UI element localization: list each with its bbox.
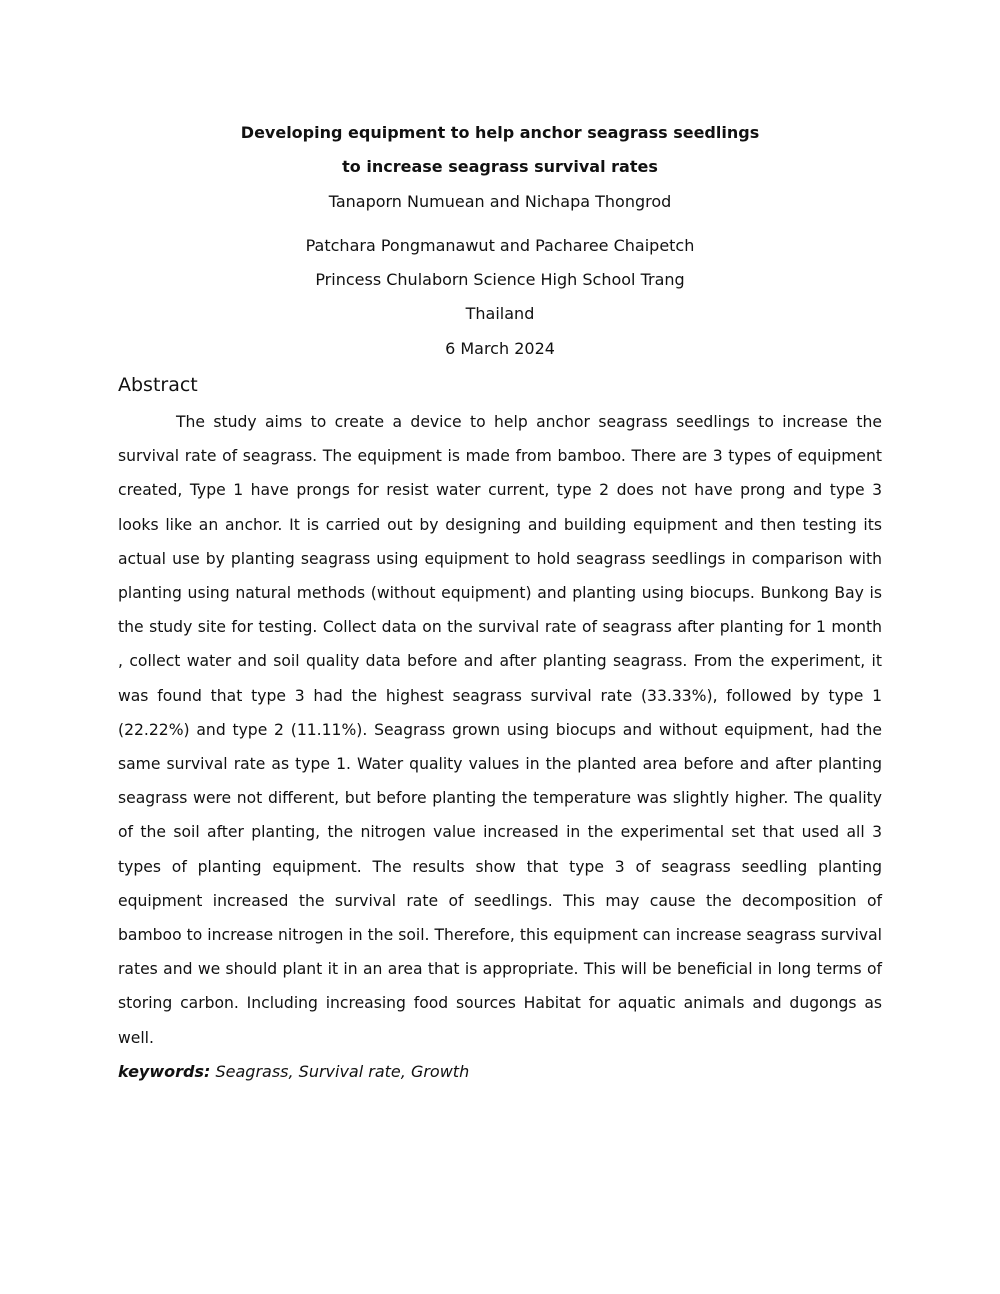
student-authors: Tanaporn Numuean and Nichapa Thongrod <box>328 192 672 211</box>
paper-title-line-1: Developing equipment to help anchor seagrass seedlings <box>240 123 760 142</box>
advisor-authors: Patchara Pongmanawut and Pacharee Chaipetch <box>305 236 695 255</box>
publication-date: 6 March 2024 <box>445 339 555 358</box>
abstract-body: The study aims to create a device to help anchor seagrass seedlings to increase the survival rate of seagrass. The equipment is made from bamboo. There are 3 types of equipment created, Type 1 have prongs for resist water current, type 2 does not have prong and type 3 looks like an anchor. It is carried out by designing and building equipment and then testing its actual use by planting seagrass using equipment to hold seagrass seedlings in comparison with planting using natural methods (without equipment) and planting using biocups. Bunkong Bay is the study site for testing. Collect data on the survival rate of seagrass after planting for 1 month , collect water and soil quality data before and after planting seagrass. From the experiment, it was found that type 3 had the highest seagrass survival rate (33.33%), followed by type 1 (22.22%) and type 2 (11.11%). Seagrass grown using biocups and without equipment, had the same survival rate as type 1. Water quality values in the planted area before and after planting seagrass were not different, but before planting the temperature was slightly higher. The quality of the soil after planting, the nitrogen value increased in the experimental set that used all 3 types of planting equipment. The results show that type 3 of seagrass seedling planting equipment increased the survival rate of seedlings. This may cause the decomposition of bamboo to increase nitrogen in the soil. Therefore, this equipment can increase seagrass survival rates and we should plant it in an area that is appropriate. This will be beneficial in long terms of storing carbon. Including increasing food sources Habitat for aquatic animals and dugongs as well. <box>118 413 882 1047</box>
keywords-label: keywords: <box>118 1062 211 1081</box>
paper-title-line-2: to increase seagrass survival rates <box>342 157 658 176</box>
school-affiliation: Princess Chulaborn Science High School Trang <box>315 270 685 289</box>
abstract-heading: Abstract <box>118 374 198 396</box>
country: Thailand <box>465 304 535 323</box>
keywords-values: Seagrass, Survival rate, Growth <box>215 1062 470 1081</box>
keywords-line <box>118 1061 469 1083</box>
